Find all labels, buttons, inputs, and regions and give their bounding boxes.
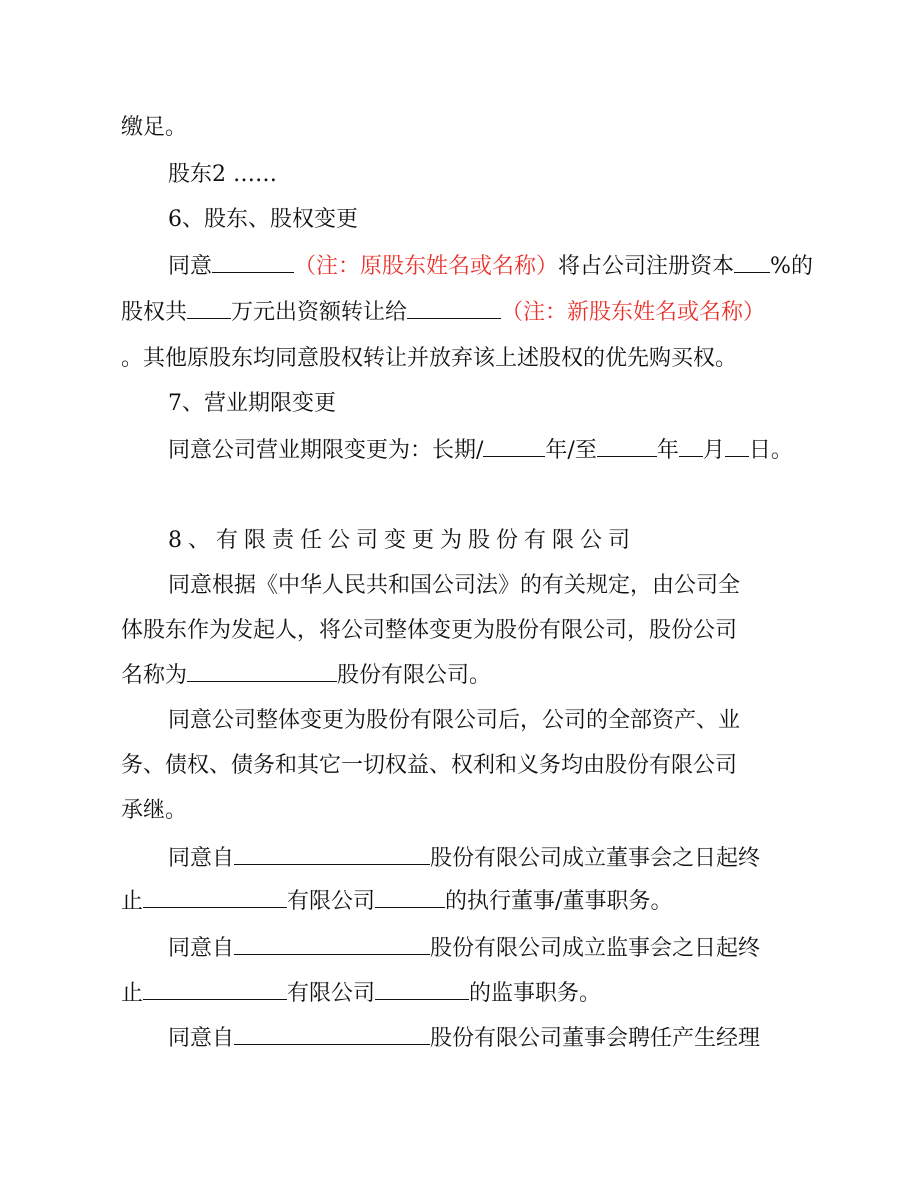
- text-line: [121, 298, 765, 328]
- heading-text: 7、营业期限变更: [168, 391, 336, 416]
- line-text: 同意: [168, 254, 213, 279]
- fill-blank[interactable]: [597, 436, 657, 457]
- section-heading: [168, 389, 336, 419]
- section-heading: [168, 205, 358, 235]
- text-line: [168, 160, 277, 190]
- text-line: [168, 252, 813, 282]
- line-text: 股份有限公司。: [337, 663, 492, 688]
- line-text: 月: [702, 438, 725, 463]
- line-text: 。其他原股东均同意股权转让并放弃该上述股权的优先购买权。: [121, 346, 738, 371]
- text-line: [121, 979, 601, 1009]
- line-text: 的执行董事/董事职务。: [445, 889, 673, 914]
- line-text: 股权共: [121, 300, 188, 325]
- line-text: 同意自: [168, 936, 235, 961]
- fill-blank[interactable]: [725, 436, 749, 457]
- line-text: 止: [121, 981, 144, 1006]
- text-line: [121, 616, 737, 646]
- text-line: [121, 113, 187, 143]
- fill-blank[interactable]: [734, 252, 770, 273]
- line-text: 年/至: [545, 438, 597, 463]
- fill-blank[interactable]: [143, 979, 287, 1000]
- line-text: %的: [770, 254, 813, 279]
- text-line: [168, 706, 740, 736]
- text-line: [121, 751, 737, 781]
- note-text: （注：新股东姓名或名称）: [501, 300, 766, 325]
- line-text: 名称为: [121, 663, 188, 688]
- fill-blank[interactable]: [234, 844, 430, 865]
- heading-text: 6、股东、股权变更: [168, 207, 358, 232]
- text-line: [168, 571, 740, 601]
- line-text: 股份有限公司成立监事会之日起终: [430, 936, 761, 961]
- line-text: 日。: [748, 438, 793, 463]
- line-text: 年: [656, 438, 679, 463]
- text-line: [121, 344, 737, 374]
- fill-blank[interactable]: [187, 661, 337, 682]
- fill-blank[interactable]: [212, 252, 294, 273]
- line-text: 股东2 ……: [168, 162, 277, 187]
- line-text: 同意根据《中华人民共和国公司法》的有关规定，由公司全: [168, 573, 741, 598]
- line-text: 缴足。: [121, 115, 188, 140]
- fill-blank[interactable]: [143, 887, 287, 908]
- line-text: 万元出资额转让给: [231, 300, 408, 325]
- fill-blank[interactable]: [234, 934, 430, 955]
- text-line: [121, 796, 187, 826]
- line-text: 股份有限公司董事会聘任产生经理: [430, 1026, 761, 1051]
- section-heading: [168, 526, 636, 556]
- text-line: [168, 934, 760, 964]
- fill-blank[interactable]: [407, 298, 501, 319]
- text-line: [168, 436, 793, 466]
- line-text: 同意公司整体变更为股份有限公司后，公司的全部资产、业: [168, 708, 741, 733]
- line-text: 止: [121, 889, 144, 914]
- line-text: 有限公司: [287, 889, 376, 914]
- fill-blank[interactable]: [483, 436, 545, 457]
- line-text: 有限公司: [287, 981, 376, 1006]
- line-text: 同意自: [168, 846, 235, 871]
- line-text: 同意自: [168, 1026, 235, 1051]
- text-line: [121, 661, 491, 691]
- line-text: 承继。: [121, 798, 188, 823]
- line-text: 同意公司营业期限变更为：长期/: [168, 438, 484, 463]
- line-text: 将占公司注册资本: [558, 254, 735, 279]
- text-line: [168, 1024, 760, 1054]
- heading-text: 8、有限责任公司变更为股份有限公司: [168, 528, 636, 553]
- text-line: [168, 844, 760, 874]
- line-text: 股份有限公司成立董事会之日起终: [430, 846, 761, 871]
- fill-blank[interactable]: [187, 298, 231, 319]
- note-text: （注：原股东姓名或名称）: [294, 254, 559, 279]
- fill-blank[interactable]: [375, 887, 445, 908]
- line-text: 的监事职务。: [469, 981, 602, 1006]
- fill-blank[interactable]: [375, 979, 469, 1000]
- text-line: [121, 887, 672, 917]
- fill-blank[interactable]: [234, 1024, 430, 1045]
- fill-blank[interactable]: [679, 436, 703, 457]
- line-text: 体股东作为发起人，将公司整体变更为股份有限公司，股份公司: [121, 618, 738, 643]
- line-text: 务、债权、债务和其它一切权益、权利和义务均由股份有限公司: [121, 753, 738, 778]
